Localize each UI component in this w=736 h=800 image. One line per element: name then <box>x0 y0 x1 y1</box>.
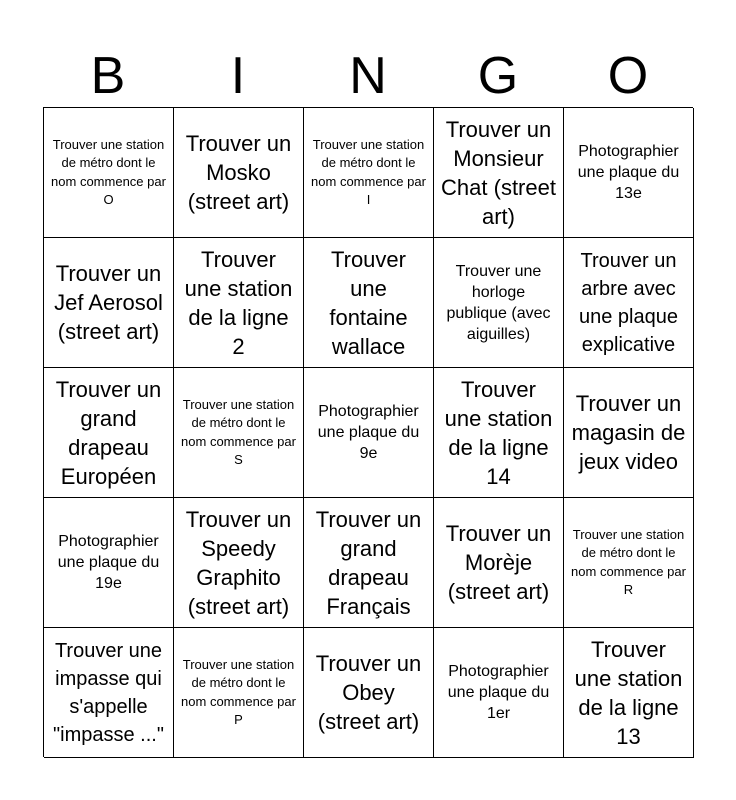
header-letter-i: I <box>230 47 246 105</box>
cell-text: Trouver une station de la ligne 2 <box>184 246 293 359</box>
bingo-cell-r3c2[interactable] <box>174 368 304 498</box>
bingo-cell-r5c2[interactable] <box>174 628 304 758</box>
bingo-header <box>43 46 693 106</box>
bingo-cell-r2c3[interactable] <box>304 238 434 368</box>
bingo-cell-r3c3[interactable] <box>304 368 434 498</box>
bingo-cell-r1c3[interactable] <box>304 108 434 238</box>
cell-text: Trouver un grand drapeau Français <box>315 506 422 619</box>
cell-text: Photographier une plaque du 9e <box>317 403 420 462</box>
bingo-cell-r5c4[interactable] <box>434 628 564 758</box>
bingo-cell-r1c2[interactable] <box>174 108 304 238</box>
bingo-cell-r2c1[interactable] <box>44 238 174 368</box>
header-letter-n: N <box>349 47 387 105</box>
bingo-cell-r4c1[interactable] <box>44 498 174 628</box>
header-letter-g: G <box>477 47 519 105</box>
cell-text: Trouver une horloge publique (avec aiguilles) <box>446 262 551 343</box>
bingo-cell-r3c5[interactable] <box>564 368 694 498</box>
cell-text: Trouver un arbre avec une plaque explicative <box>579 249 678 356</box>
cell-text: Photographier une plaque du 13e <box>577 143 680 202</box>
bingo-cell-r5c5[interactable] <box>564 628 694 758</box>
cell-text: Trouver un magasin de jeux video <box>571 391 686 474</box>
cell-text: Trouver une station de métro dont le nom commence par S <box>181 396 296 467</box>
bingo-cell-r5c1[interactable] <box>44 628 174 758</box>
cell-text: Trouver un Jef Aerosol (street art) <box>54 261 163 344</box>
cell-text: Trouver une station de métro dont le nom commence par R <box>571 526 686 597</box>
cell-text: Trouver un Mosko (street art) <box>185 131 292 214</box>
bingo-cell-r4c2[interactable] <box>174 498 304 628</box>
bingo-cell-r1c1[interactable] <box>44 108 174 238</box>
cell-text: Trouver une station de métro dont le nom commence par I <box>311 136 426 207</box>
cell-text: Trouver un Speedy Graphito (street art) <box>185 506 292 619</box>
cell-text: Photographier une plaque du 1er <box>447 663 550 722</box>
bingo-cell-r2c5[interactable] <box>564 238 694 368</box>
cell-text: Trouver un Morèje (street art) <box>445 521 552 604</box>
cell-text: Trouver un Obey (street art) <box>315 651 422 734</box>
cell-text: Trouver une station de la ligne 13 <box>574 636 683 749</box>
bingo-cell-r3c4[interactable] <box>434 368 564 498</box>
bingo-cell-r4c4[interactable] <box>434 498 564 628</box>
cell-text: Trouver une fontaine wallace <box>329 246 408 359</box>
bingo-cell-r2c2[interactable] <box>174 238 304 368</box>
bingo-cell-r5c3[interactable] <box>304 628 434 758</box>
cell-text: Trouver un grand drapeau Européen <box>55 376 162 489</box>
header-letter-b: B <box>90 47 126 105</box>
bingo-cell-r1c5[interactable] <box>564 108 694 238</box>
bingo-cell-r4c5[interactable] <box>564 498 694 628</box>
cell-text: Photographier une plaque du 19e <box>57 533 160 592</box>
bingo-cell-r4c3[interactable] <box>304 498 434 628</box>
bingo-cell-r2c4[interactable] <box>434 238 564 368</box>
header-letter-o: O <box>607 47 649 105</box>
bingo-cell-r3c1[interactable] <box>44 368 174 498</box>
cell-text: Trouver une station de métro dont le nom commence par O <box>51 136 166 207</box>
bingo-grid <box>43 107 693 757</box>
cell-text: Trouver une impasse qui s'appelle "impasse ..." <box>53 639 164 746</box>
cell-text: Trouver un Monsieur Chat (street art) <box>441 116 556 229</box>
cell-text: Trouver une station de métro dont le nom commence par P <box>181 656 296 727</box>
bingo-cell-r1c4[interactable] <box>434 108 564 238</box>
cell-text: Trouver une station de la ligne 14 <box>444 376 553 489</box>
